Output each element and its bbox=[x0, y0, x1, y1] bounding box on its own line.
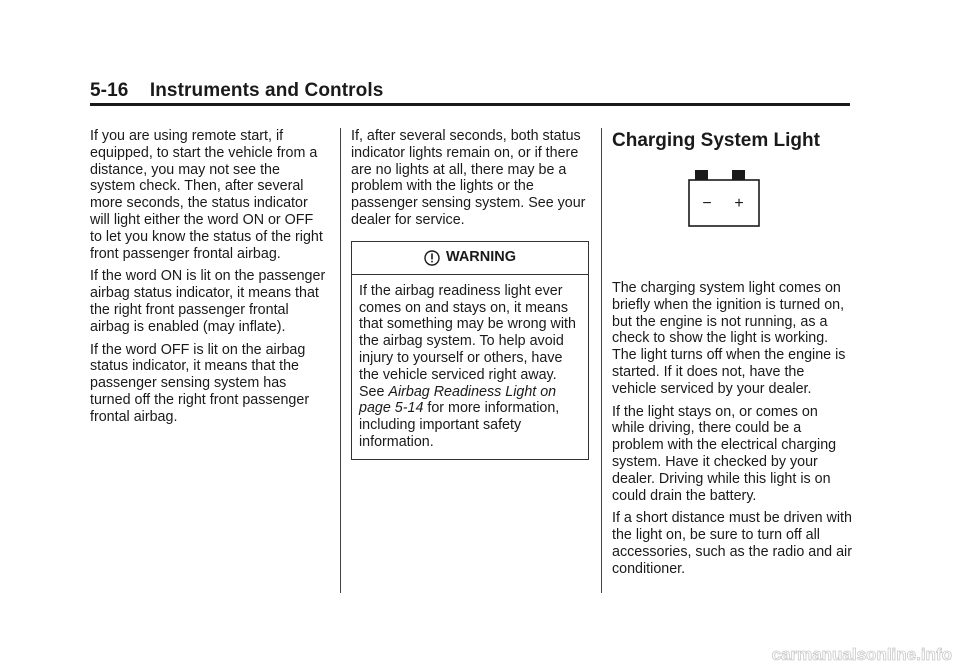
battery-minus: − bbox=[702, 195, 712, 212]
page-header bbox=[90, 80, 383, 102]
paragraph: If the light stays on, or comes on while driving, there could be a problem with the electrical charging system. Have it checked by your dealer. Driving while this light is on could drain the battery. bbox=[612, 403, 837, 504]
warning-box bbox=[351, 241, 589, 460]
column-divider bbox=[601, 128, 602, 593]
paragraph: If the word OFF is lit on the airbag status indicator, it means that the passenger sensing system has turned off the right front passenger frontal airbag. bbox=[90, 341, 310, 425]
warning-body bbox=[352, 275, 588, 459]
paragraph: If the word ON is lit on the passenger airbag status indicator, it means that the right front passenger frontal airbag is enabled (may inflate). bbox=[90, 268, 326, 335]
header-rule bbox=[90, 103, 850, 106]
watermark-logo bbox=[724, 644, 954, 666]
paragraph: If a short distance must be driven with the light on, be sure to turn off all accessories, such as the radio and air conditioner. bbox=[612, 510, 852, 577]
paragraph: The charging system light comes on briefly when the ignition is turned on, but the engine is not running, as a check to show the light is working. The light turns off when the engine is started. If it does not, have the vehicle serviced by your dealer. bbox=[612, 280, 846, 397]
paragraph: If you are using remote start, if equipped, to start the vehicle from a distance, you may not see the system check. Then, after several more seconds, the status indicator will light either the word ON or OFF to let you know the status of the right front passenger frontal airbag. bbox=[90, 128, 323, 262]
battery-plus: + bbox=[734, 195, 744, 212]
column-divider bbox=[340, 128, 341, 593]
section-title: Instruments and Controls bbox=[149, 80, 384, 101]
airbag-readiness-link[interactable]: Airbag Readiness Light on page 5-14 bbox=[359, 383, 557, 417]
warning-title: WARNING bbox=[445, 249, 517, 266]
charging-system-title: Charging System Light bbox=[612, 130, 820, 151]
column-left bbox=[90, 128, 328, 432]
column-middle bbox=[351, 128, 589, 460]
battery-icon bbox=[683, 170, 765, 228]
watermark-text: carmanualsonline.info bbox=[771, 645, 952, 664]
paragraph: If, after several seconds, both status indicator lights remain on, or if there are no lights at all, there may be a problem with the lights or the passenger sensing system. See your dealer for service. bbox=[351, 128, 586, 228]
warning-icon bbox=[424, 250, 440, 266]
column-right bbox=[612, 128, 852, 584]
battery-icon-wrap bbox=[612, 170, 852, 260]
warning-header bbox=[352, 242, 588, 275]
warning-text-part: for more information, including important safety information. bbox=[359, 400, 560, 450]
page-number: 5-16 bbox=[90, 80, 129, 101]
warning-text-part: If the airbag readiness light ever comes on and stays on, it means that something may be wrong with the airbag system. To help avoid injury to yourself or others, have the vehicle serviced right away. See bbox=[359, 282, 576, 400]
warning-text bbox=[359, 283, 581, 451]
